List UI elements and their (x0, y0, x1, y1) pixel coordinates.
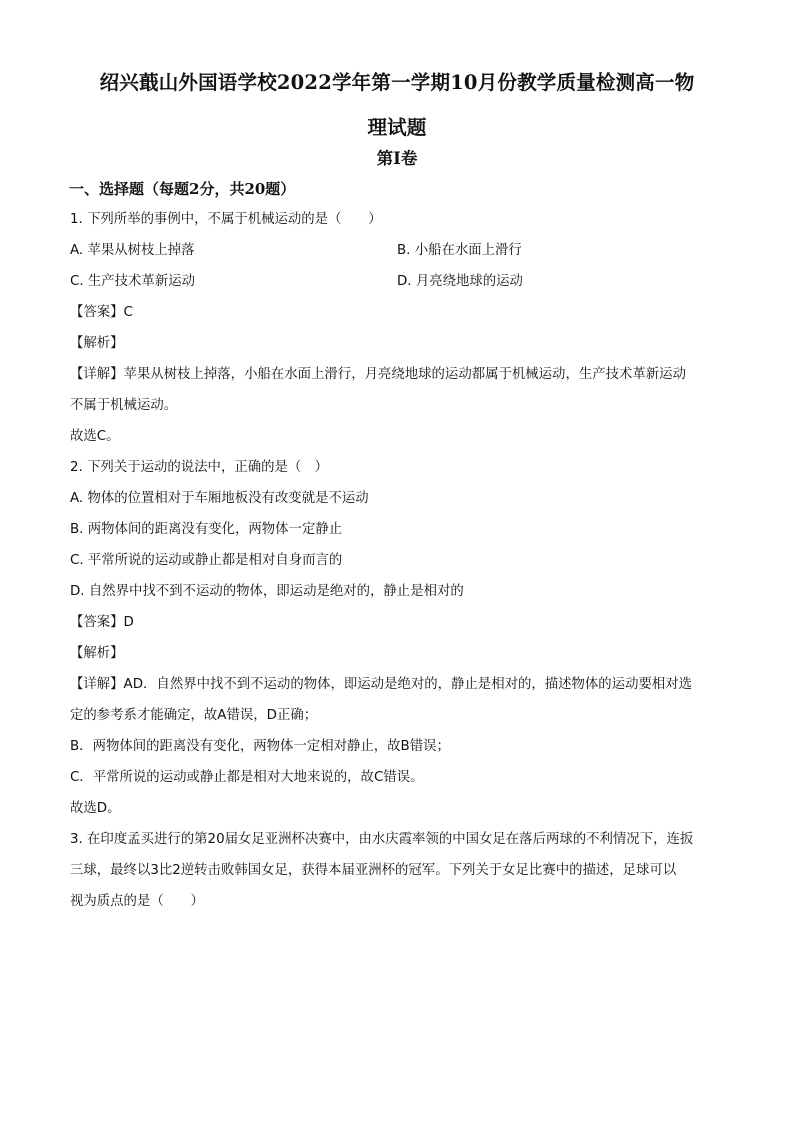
question-2-detail-line-2: 定的参考系才能确定，故A错误，D正确； (70, 708, 318, 723)
question-2-option-d: D. 自然界中找不到不运动的物体，即运动是绝对的，静止是相对的 (70, 584, 464, 599)
exam-title-line-2: 理试题 (367, 116, 427, 139)
question-3-stem-line-2: 三球，最终以3比2逆转击败韩国女足，获得本届亚洲杯的冠军。下列关于女足比赛中的描述，足球可以 (70, 863, 677, 878)
question-1-options-row-1 (70, 235, 724, 266)
question-1-answer: 【答案】C (70, 305, 133, 320)
question-1-detail-line-1: 【详解】苹果从树枝上掉落，小船在水面上滑行，月亮绕地球的运动都属于机械运动，生产技术革新运动 (70, 367, 686, 382)
exam-title-line-1: 绍兴蕺山外国语学校2022学年第一学期10月份教学质量检测高一物 (99, 71, 695, 94)
question-2-option-c: C. 平常所说的运动或静止都是相对自身而言的 (70, 553, 343, 568)
question-1-option-a: A. 苹果从树枝上掉落 (70, 243, 195, 258)
question-1-options-row-2 (70, 266, 724, 297)
question-1-analysis-label: 【解析】 (70, 336, 124, 351)
question-3-stem-line-1: 3. 在印度孟买进行的第20届女足亚洲杯决赛中，由水庆霞率领的中国女足在落后两球的不利情况下，连扳 (70, 832, 694, 847)
question-2-option-a: A. 物体的位置相对于车厢地板没有改变就是不运动 (70, 491, 369, 506)
question-2-answer: 【答案】D (70, 615, 134, 630)
question-2-analysis-label: 【解析】 (70, 646, 124, 661)
question-1-option-d: D. 月亮绕地球的运动 (397, 274, 523, 289)
question-2-conclusion: 故选D。 (70, 801, 121, 816)
question-1-option-c: C. 生产技术革新运动 (70, 274, 195, 289)
question-2-option-b: B. 两物体间的距离没有变化，两物体一定静止 (70, 522, 343, 537)
question-2-detail-b: B．两物体间的距离没有变化，两物体一定相对静止，故B错误； (70, 739, 450, 754)
question-2-detail-c: C．平常所说的运动或静止都是相对大地来说的，故C错误。 (70, 770, 424, 785)
question-2-stem: 2. 下列关于运动的说法中，正确的是（ ） (70, 460, 329, 475)
question-1-conclusion: 故选C。 (70, 429, 120, 444)
section-heading: 一、选择题（每题2分，共20题） (69, 180, 296, 198)
question-1-option-b: B. 小船在水面上滑行 (397, 243, 522, 258)
volume-heading: 第Ⅰ卷 (376, 149, 418, 168)
question-2-detail-line-1: 【详解】AD．自然界中找不到不运动的物体，即运动是绝对的，静止是相对的，描述物体的运动要相对选 (70, 677, 693, 692)
question-1-detail-line-2: 不属于机械运动。 (70, 398, 178, 413)
question-3-stem-line-3: 视为质点的是（ ） (70, 894, 204, 909)
question-1-stem: 1. 下列所举的事例中，不属于机械运动的是（ ） (70, 212, 382, 227)
